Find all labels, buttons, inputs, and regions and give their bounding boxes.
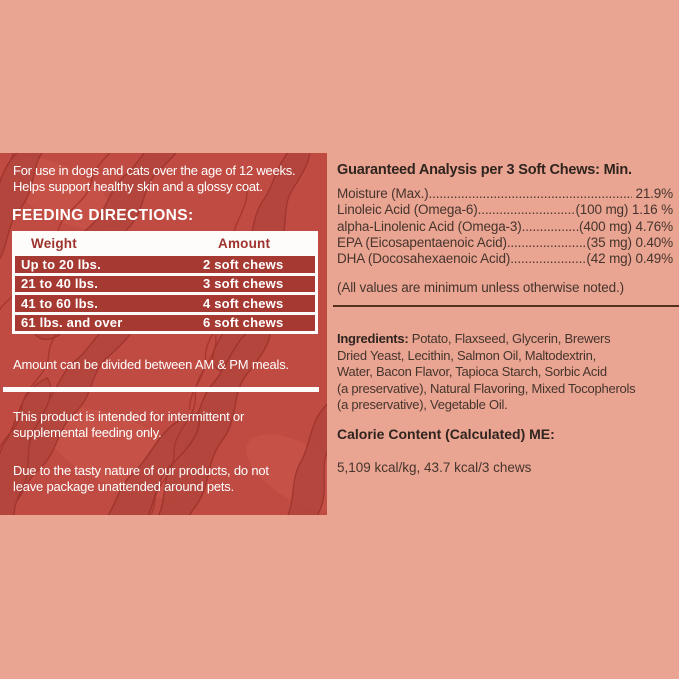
feeding-directions-table: [12, 231, 318, 334]
calorie-content-value: 5,109 kcal/kg, 43.7 kcal/3 chews: [337, 459, 532, 475]
intended-use-line: For use in dogs and cats over the age of 12 weeks.: [13, 163, 296, 178]
weight-cell: 61 lbs. and over: [21, 315, 123, 331]
dot-leader: [429, 186, 632, 202]
table-header-weight: Weight: [31, 236, 77, 251]
guaranteed-analysis-heading: Guaranteed Analysis per 3 Soft Chews: Min.: [337, 162, 632, 178]
analysis-row-linoleic: Linoleic Acid (Omega-6) ..... (100 mg) 1.16 %: [337, 202, 673, 218]
feeding-directions-heading: FEEDING DIRECTIONS:: [12, 207, 194, 224]
ingredients-text: [337, 331, 635, 414]
ingredients-line: (a preservative), Vegetable Oil.: [337, 397, 508, 413]
amount-cell: 6 soft chews: [203, 315, 284, 331]
analysis-row-moisture: Moisture (Max.) ..... 21.9%: [337, 186, 673, 202]
weight-cell: 21 to 40 lbs.: [21, 276, 99, 292]
amount-cell: 4 soft chews: [203, 295, 284, 311]
intended-use-line: Helps support healthy skin and a glossy coat.: [13, 179, 263, 194]
weight-cell: Up to 20 lbs.: [21, 256, 101, 272]
table-row: [15, 276, 315, 293]
ingredients-line: Dried Yeast, Lecithin, Salmon Oil, Maltodextrin,: [337, 347, 596, 363]
table-row: [15, 315, 315, 332]
analysis-row-dha: DHA (Docosahexaenoic Acid) ..... (42 mg) 0.49%: [337, 251, 673, 267]
intended-use-text: [13, 163, 295, 195]
calorie-content-heading: Calorie Content (Calculated) ME:: [337, 426, 555, 442]
table-row: [15, 256, 315, 273]
divider: [333, 305, 679, 307]
divider: [3, 387, 319, 392]
table-header-amount: Amount: [218, 236, 271, 251]
dot-leader: [478, 202, 576, 218]
ingredients-line: Ingredients: Potato, Flaxseed, Glycerin, Brewers: [337, 331, 611, 346]
dot-leader: [522, 219, 579, 235]
ingredients-line: Water, Bacon Flavor, Tapioca Starch, Sorbic Acid: [337, 364, 607, 380]
intermittent-feeding-text: [13, 409, 244, 441]
intermittent-line: supplemental feeding only.: [13, 425, 162, 440]
analysis-row-epa: EPA (Eicosapentaenoic Acid) ..... (35 mg) 0.40%: [337, 235, 673, 251]
feeding-panel: [0, 153, 327, 515]
ingredients-line: (a preservative), Natural Flavoring, Mixed Tocopherols: [337, 380, 636, 396]
intermittent-line: This product is intended for intermittent or: [13, 409, 245, 424]
amount-cell: 2 soft chews: [203, 256, 284, 272]
caution-line: Due to the tasty nature of our products, do not: [13, 463, 269, 478]
table-header-row: [15, 234, 315, 253]
am-pm-note: Amount can be divided between AM & PM meals.: [13, 357, 289, 372]
ingredients-label: Ingredients:: [337, 331, 409, 346]
caution-line: leave package unattended around pets.: [13, 479, 235, 494]
analysis-row-alpha-linolenic: alpha-Linolenic Acid (Omega-3) ..... (400 mg) 4.76%: [337, 219, 673, 235]
weight-cell: 41 to 60 lbs.: [21, 295, 99, 311]
table-row: [15, 295, 315, 312]
caution-text: [13, 463, 269, 495]
amount-cell: 3 soft chews: [203, 276, 284, 292]
minimum-values-note: (All values are minimum unless otherwise noted.): [337, 279, 624, 295]
dot-leader: [510, 251, 586, 267]
guaranteed-analysis-list: [337, 186, 673, 267]
dot-leader: [507, 235, 587, 251]
analysis-panel: [337, 0, 679, 679]
